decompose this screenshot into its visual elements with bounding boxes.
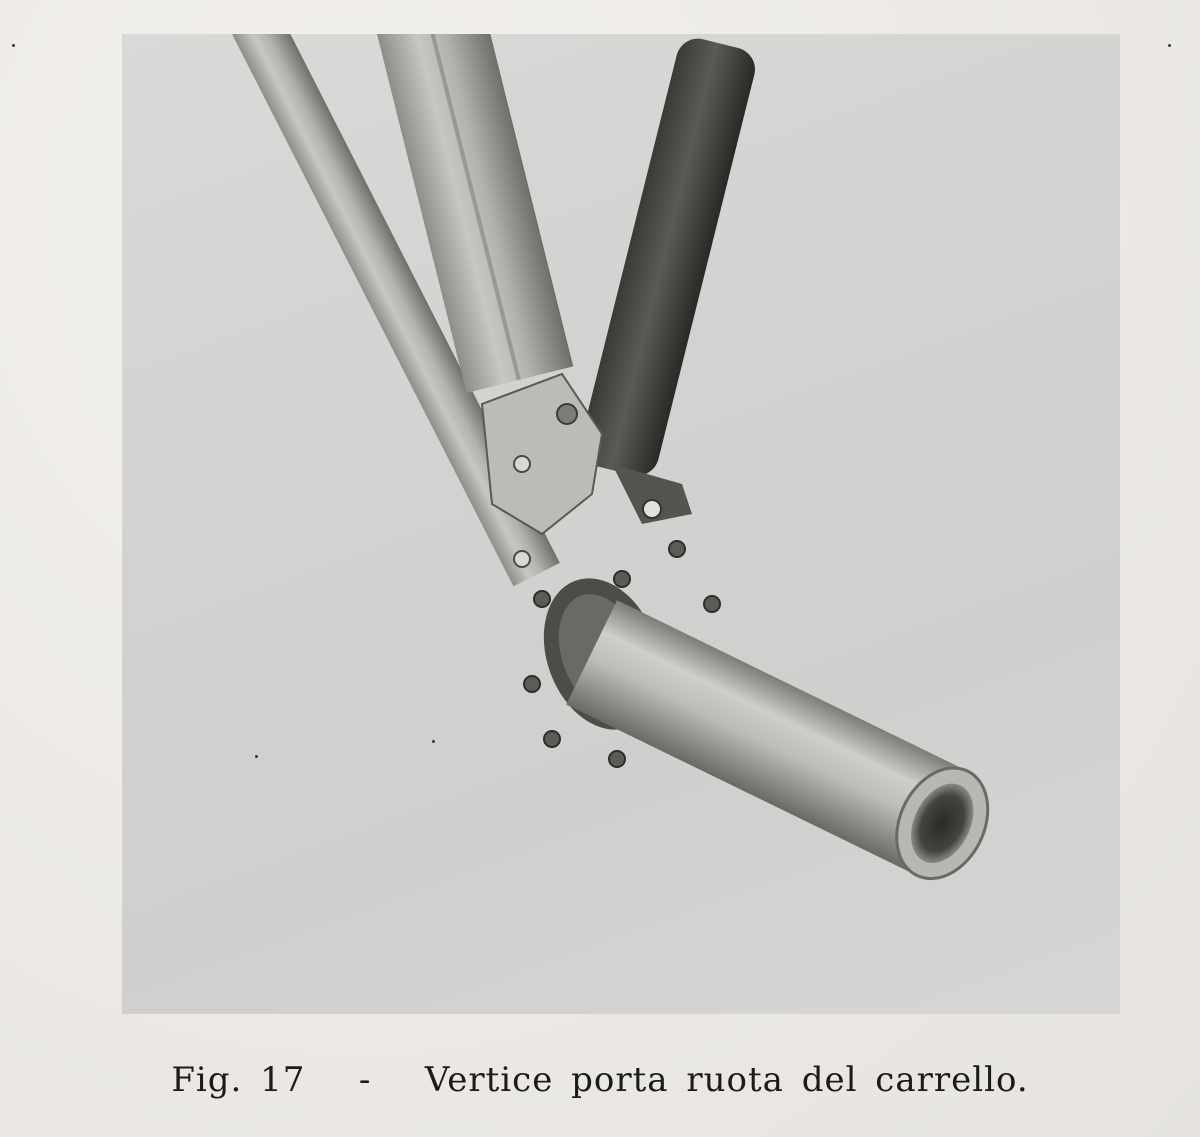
figure-label: Fig. 17 (171, 1060, 306, 1100)
caption-separator: - (358, 1060, 372, 1100)
paper-speck (12, 44, 15, 47)
figure-caption (0, 1060, 1200, 1100)
dark-strut-tube (576, 34, 760, 480)
wheel-axle-tube (566, 600, 1005, 894)
figure-title: Vertice porta ruota del carrello. (424, 1060, 1029, 1100)
paper-speck (432, 740, 435, 743)
paper-speck (1168, 44, 1171, 47)
landing-gear-wheel-vertex-image (122, 34, 1120, 1014)
paper-speck (255, 755, 258, 758)
figure-photograph (122, 34, 1120, 1014)
